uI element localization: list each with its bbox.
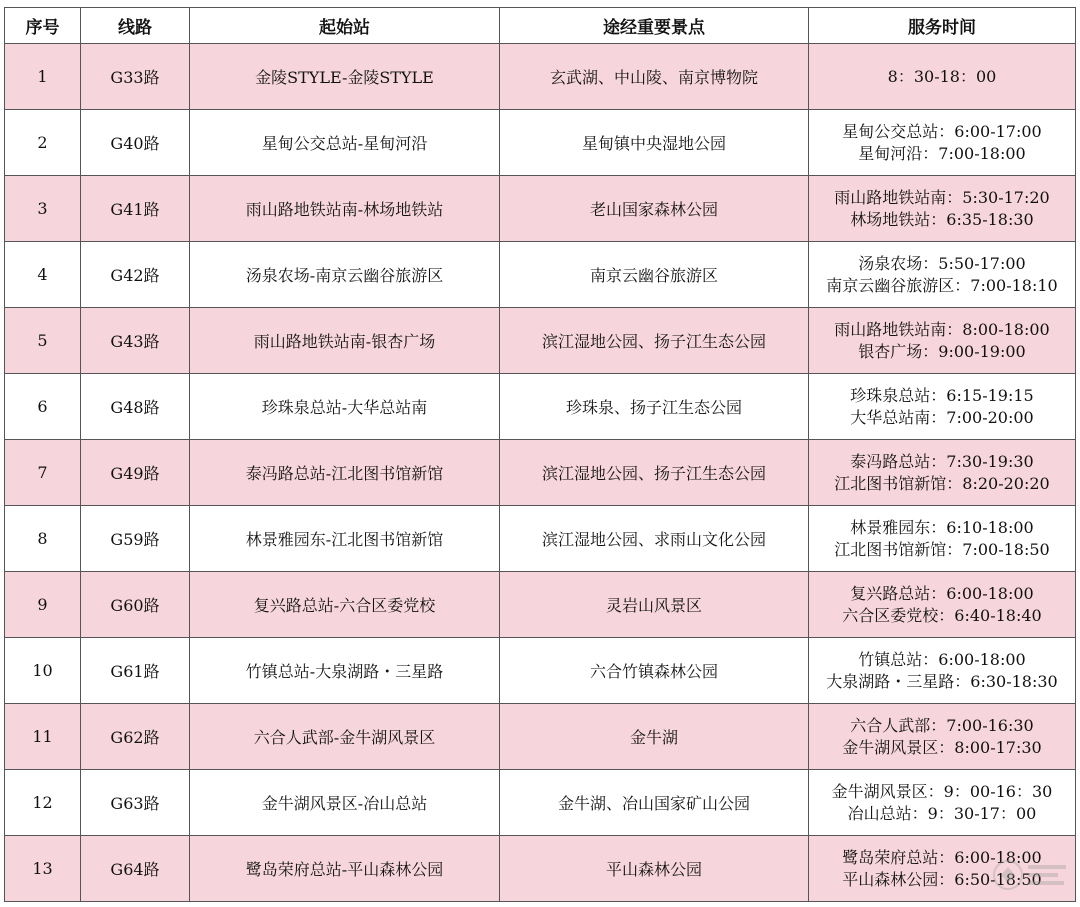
cell-line: G61路 xyxy=(81,638,190,704)
cell-no: 4 xyxy=(5,242,81,308)
hours-line: 冶山总站：9：30-17：00 xyxy=(847,803,1037,823)
header-no: 序号 xyxy=(5,8,81,44)
hours-line: 泰冯路总站：7:30-19:30 xyxy=(850,451,1034,471)
table-row xyxy=(5,374,1076,440)
hours-line: 江北图书馆新馆：8:20-20:20 xyxy=(834,473,1050,493)
hours-line: 8：30-18：00 xyxy=(887,66,997,86)
cell-no: 9 xyxy=(5,572,81,638)
table-row xyxy=(5,308,1076,374)
hours-line: 星甸河沿：7:00-18:00 xyxy=(858,143,1026,163)
cell-hours xyxy=(809,374,1076,440)
cell-hours xyxy=(809,572,1076,638)
cell-line: G42路 xyxy=(81,242,190,308)
header-hours: 服务时间 xyxy=(809,8,1076,44)
cell-line: G33路 xyxy=(81,44,190,110)
cell-hours xyxy=(809,110,1076,176)
cell-sights: 滨江湿地公园、扬子江生态公园 xyxy=(500,308,809,374)
cell-no: 3 xyxy=(5,176,81,242)
cell-stops: 金牛湖风景区-冶山总站 xyxy=(190,770,500,836)
cell-hours xyxy=(809,770,1076,836)
cell-line: G41路 xyxy=(81,176,190,242)
cell-stops: 竹镇总站-大泉湖路・三星路 xyxy=(190,638,500,704)
cell-hours xyxy=(809,638,1076,704)
cell-sights: 老山国家森林公园 xyxy=(500,176,809,242)
hours-line: 复兴路总站：6:00-18:00 xyxy=(850,583,1034,603)
hours-line: 大华总站南：7:00-20:00 xyxy=(850,407,1034,427)
cell-stops: 汤泉农场-南京云幽谷旅游区 xyxy=(190,242,500,308)
hours-line: 林场地铁站：6:35-18:30 xyxy=(850,209,1034,229)
cell-line: G59路 xyxy=(81,506,190,572)
cell-no: 7 xyxy=(5,440,81,506)
hours-line: 南京云幽谷旅游区：7:00-18:10 xyxy=(826,275,1058,295)
hours-line: 雨山路地铁站南：8:00-18:00 xyxy=(834,319,1050,339)
hours-line: 林景雅园东：6:10-18:00 xyxy=(850,517,1034,537)
cell-line: G40路 xyxy=(81,110,190,176)
hours-line: 珍珠泉总站：6:15-19:15 xyxy=(850,385,1034,405)
cell-hours xyxy=(809,242,1076,308)
cell-line: G49路 xyxy=(81,440,190,506)
cell-no: 11 xyxy=(5,704,81,770)
cell-stops: 金陵STYLE-金陵STYLE xyxy=(190,44,500,110)
cell-sights: 金牛湖、冶山国家矿山公园 xyxy=(500,770,809,836)
bus-route-table xyxy=(4,7,1076,902)
header-stops: 起始站 xyxy=(190,8,500,44)
table-row xyxy=(5,770,1076,836)
cell-no: 5 xyxy=(5,308,81,374)
hours-line: 鹭岛荣府总站：6:00-18:00 xyxy=(842,847,1042,867)
cell-stops: 六合人武部-金牛湖风景区 xyxy=(190,704,500,770)
cell-no: 6 xyxy=(5,374,81,440)
cell-sights: 珍珠泉、扬子江生态公园 xyxy=(500,374,809,440)
cell-line: G64路 xyxy=(81,836,190,902)
cell-sights: 南京云幽谷旅游区 xyxy=(500,242,809,308)
cell-stops: 雨山路地铁站南-银杏广场 xyxy=(190,308,500,374)
hours-line: 银杏广场：9:00-19:00 xyxy=(858,341,1026,361)
cell-hours xyxy=(809,44,1076,110)
cell-hours xyxy=(809,176,1076,242)
cell-stops: 鹭岛荣府总站-平山森林公园 xyxy=(190,836,500,902)
hours-line: 金牛湖风景区：9：00-16：30 xyxy=(831,781,1053,801)
hours-line: 雨山路地铁站南：5:30-17:20 xyxy=(834,187,1050,207)
hours-line: 汤泉农场：5:50-17:00 xyxy=(858,253,1026,273)
table-row xyxy=(5,44,1076,110)
cell-no: 12 xyxy=(5,770,81,836)
table-row xyxy=(5,506,1076,572)
table-row xyxy=(5,110,1076,176)
cell-hours xyxy=(809,440,1076,506)
cell-line: G60路 xyxy=(81,572,190,638)
cell-sights: 平山森林公园 xyxy=(500,836,809,902)
cell-line: G63路 xyxy=(81,770,190,836)
cell-stops: 林景雅园东-江北图书馆新馆 xyxy=(190,506,500,572)
cell-line: G62路 xyxy=(81,704,190,770)
cell-no: 10 xyxy=(5,638,81,704)
hours-line: 竹镇总站：6:00-18:00 xyxy=(858,649,1026,669)
cell-stops: 雨山路地铁站南-林场地铁站 xyxy=(190,176,500,242)
table-row xyxy=(5,440,1076,506)
cell-sights: 玄武湖、中山陵、南京博物院 xyxy=(500,44,809,110)
table-row xyxy=(5,572,1076,638)
hours-line: 大泉湖路・三星路：6:30-18:30 xyxy=(826,671,1058,691)
watermark-logo-icon xyxy=(988,851,1074,899)
cell-hours xyxy=(809,308,1076,374)
table-row xyxy=(5,638,1076,704)
hours-line: 平山森林公园：6:50-18:50 xyxy=(842,869,1042,889)
cell-hours xyxy=(809,506,1076,572)
cell-sights: 灵岩山风景区 xyxy=(500,572,809,638)
cell-no: 2 xyxy=(5,110,81,176)
table-row xyxy=(5,242,1076,308)
cell-line: G43路 xyxy=(81,308,190,374)
cell-stops: 复兴路总站-六合区委党校 xyxy=(190,572,500,638)
hours-line: 江北图书馆新馆：7:00-18:50 xyxy=(834,539,1050,559)
table-body xyxy=(5,44,1076,902)
cell-sights: 六合竹镇森林公园 xyxy=(500,638,809,704)
header-sights: 途经重要景点 xyxy=(500,8,809,44)
cell-sights: 滨江湿地公园、扬子江生态公园 xyxy=(500,440,809,506)
cell-stops: 珍珠泉总站-大华总站南 xyxy=(190,374,500,440)
cell-stops: 泰冯路总站-江北图书馆新馆 xyxy=(190,440,500,506)
cell-no: 8 xyxy=(5,506,81,572)
cell-sights: 星甸镇中央湿地公园 xyxy=(500,110,809,176)
cell-sights: 滨江湿地公园、求雨山文化公园 xyxy=(500,506,809,572)
cell-stops: 星甸公交总站-星甸河沿 xyxy=(190,110,500,176)
cell-no: 1 xyxy=(5,44,81,110)
hours-line: 金牛湖风景区：8:00-17:30 xyxy=(842,737,1042,757)
table-row xyxy=(5,836,1076,902)
hours-line: 星甸公交总站：6:00-17:00 xyxy=(842,121,1042,141)
cell-sights: 金牛湖 xyxy=(500,704,809,770)
header-row xyxy=(5,8,1076,44)
hours-line: 六合区委党校：6:40-18:40 xyxy=(842,605,1042,625)
cell-line: G48路 xyxy=(81,374,190,440)
hours-line: 六合人武部：7:00-16:30 xyxy=(850,715,1034,735)
table-row xyxy=(5,704,1076,770)
cell-no: 13 xyxy=(5,836,81,902)
table-row xyxy=(5,176,1076,242)
cell-hours xyxy=(809,704,1076,770)
header-line: 线路 xyxy=(81,8,190,44)
